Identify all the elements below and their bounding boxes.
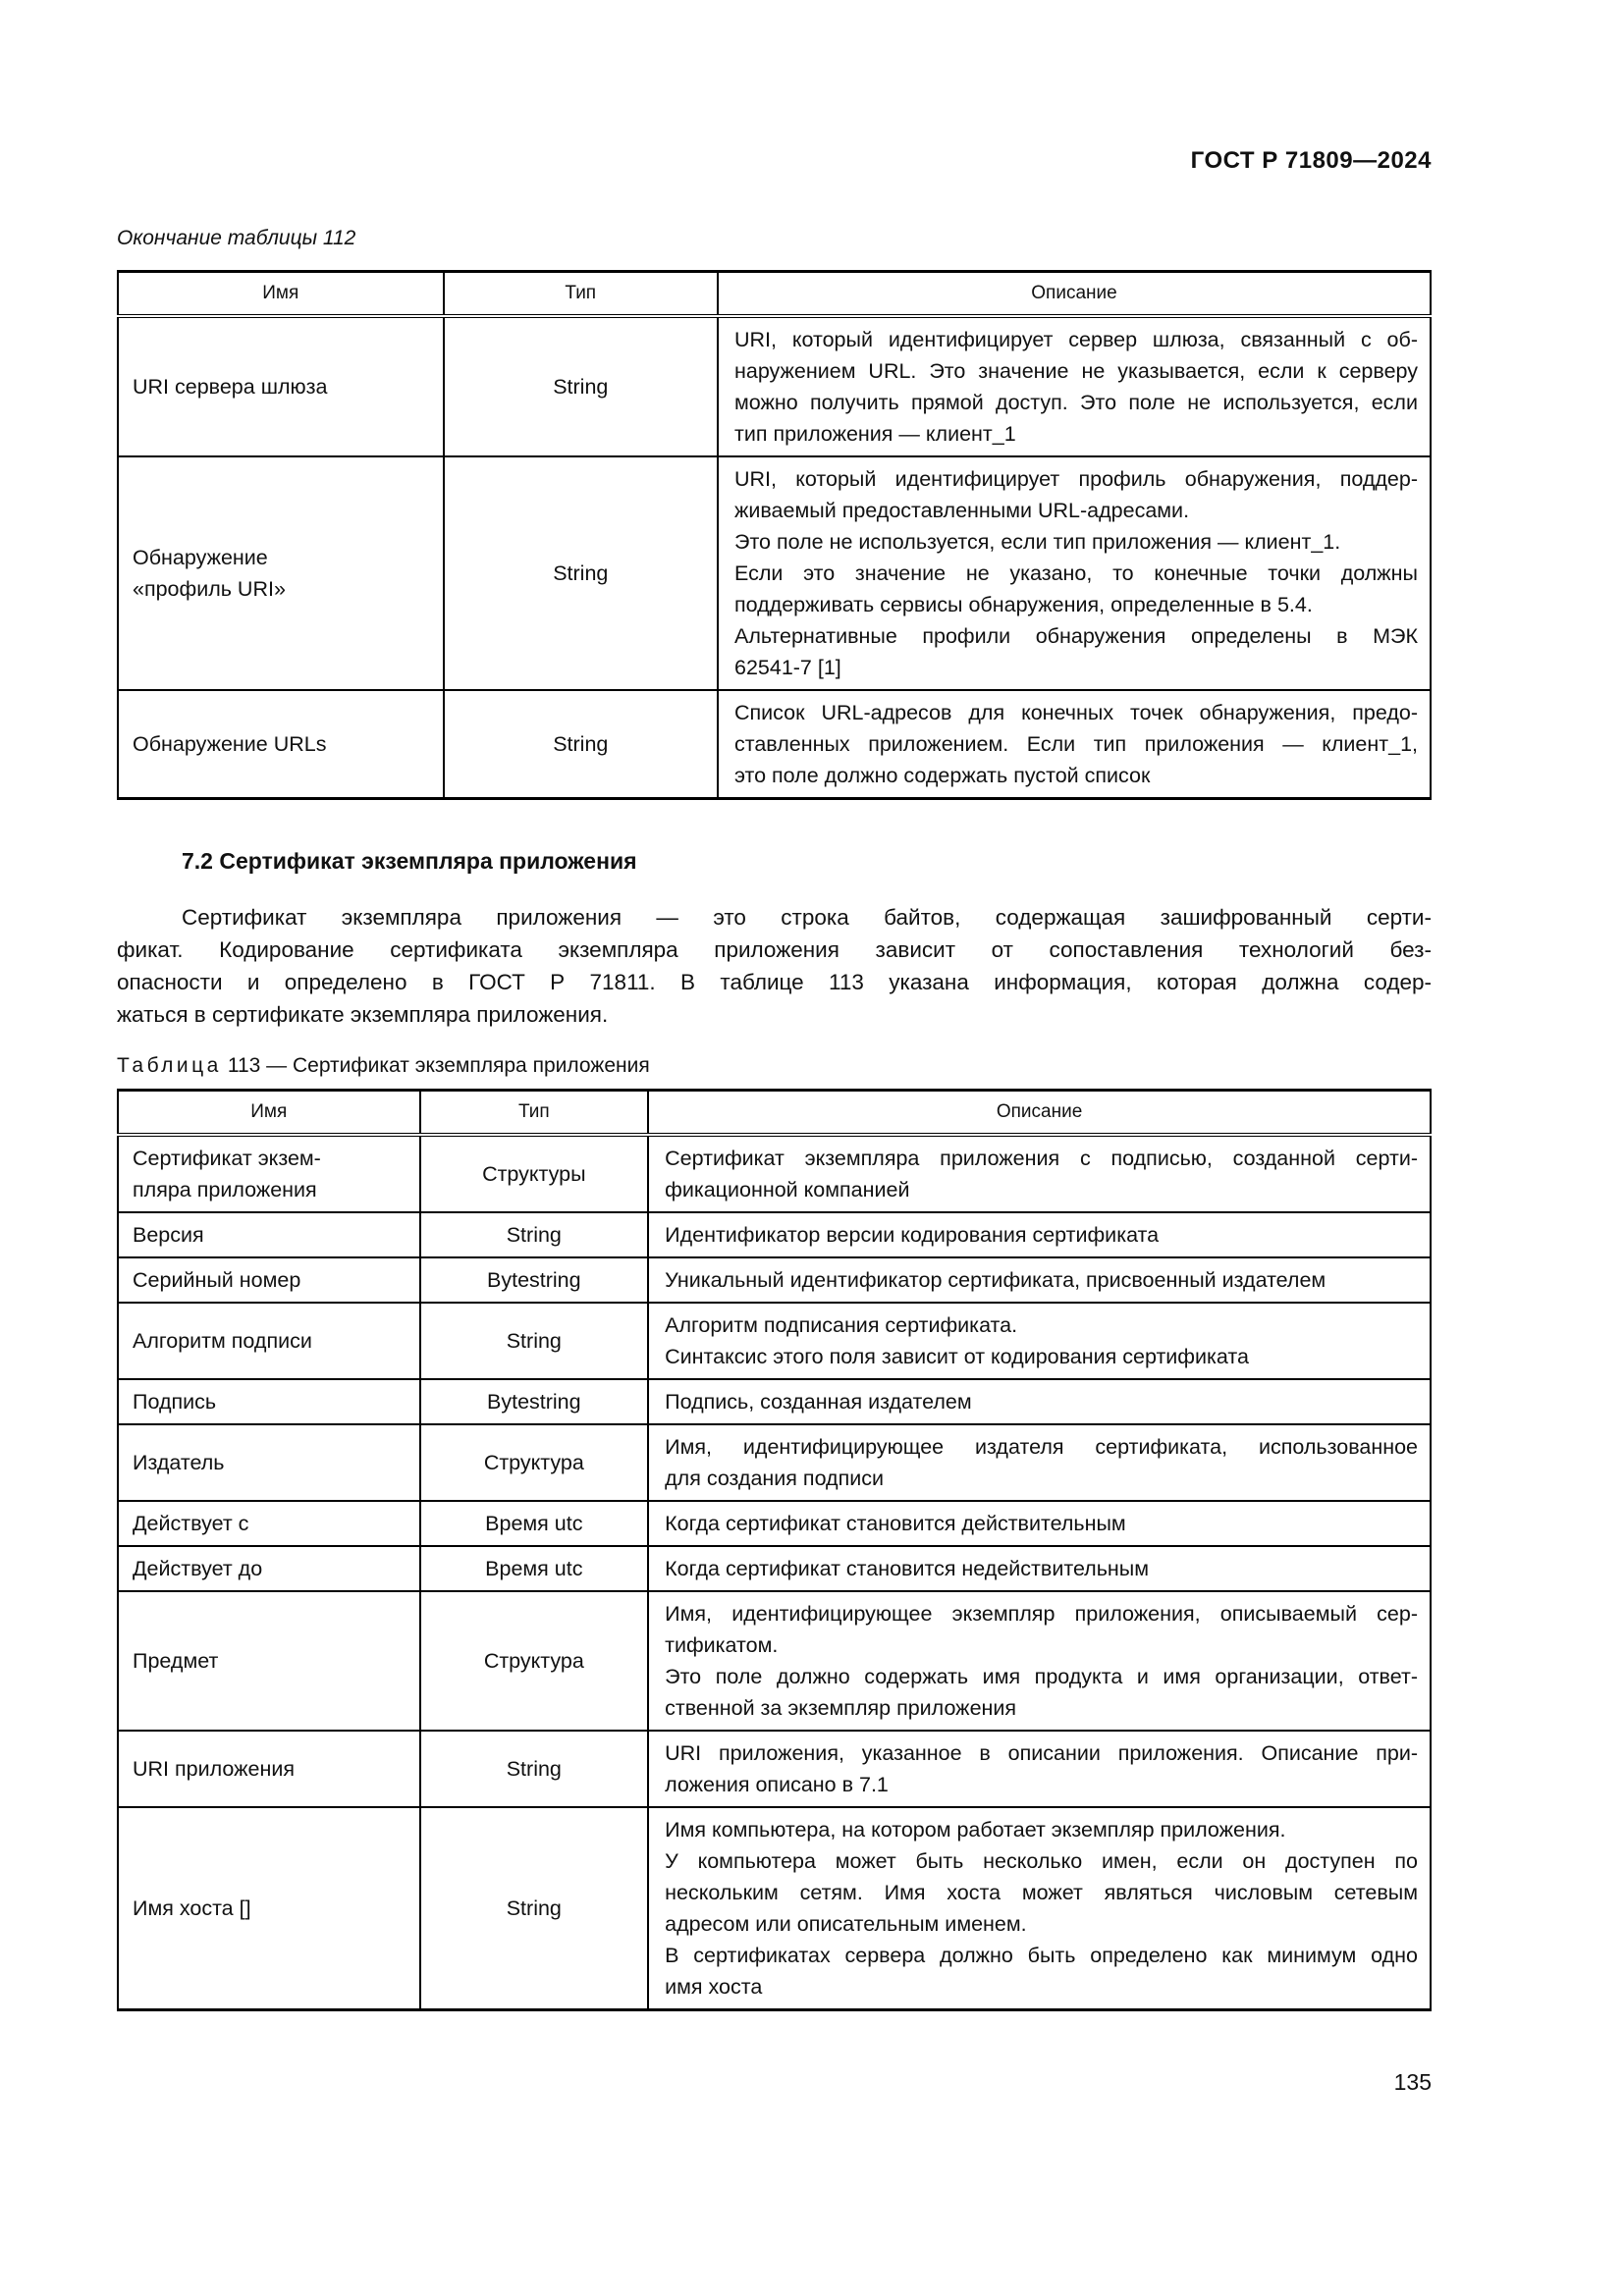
cell-name	[118, 1546, 420, 1591]
cell-description	[648, 1424, 1431, 1501]
cell-text-line: String	[506, 1757, 562, 1781]
cell-description	[718, 690, 1431, 799]
cell-text-line: Серийный номер	[133, 1268, 301, 1292]
cell-description	[648, 1135, 1431, 1212]
section-heading: 7.2 Сертификат экземпляра приложения	[182, 848, 637, 874]
section-paragraph	[117, 901, 1432, 1031]
cell-text-line: пляра приложения	[133, 1178, 317, 1201]
cell-text-line: Это поле не используется, если тип приложения — клиент_1.	[733, 530, 1341, 554]
column-header-3: Описание	[718, 272, 1431, 317]
cell-text-line: Сертификат экземпляра приложения с подписью, созданной серти-	[665, 1147, 1418, 1170]
cell-name	[118, 1731, 420, 1807]
table-row	[118, 456, 1431, 690]
cell-name	[118, 1379, 420, 1424]
cell-text-line: У компьютера может быть несколько имен, если он доступен по	[665, 1849, 1418, 1873]
cell-text-line: String	[506, 1329, 562, 1353]
cell-description	[718, 316, 1431, 456]
cell-description	[718, 456, 1431, 690]
table-row	[118, 1501, 1431, 1546]
paragraph-line: Сертификат экземпляра приложения — это строка байтов, содержащая зашифрованный серти-	[182, 905, 1432, 930]
cell-text-line: Имя хоста []	[133, 1896, 251, 1920]
cell-description	[648, 1303, 1431, 1379]
cell-name	[118, 1807, 420, 2010]
cell-text-line: ственной за экземпляр приложения	[665, 1696, 1017, 1720]
cell-text-line: Сертификат экзем-	[133, 1147, 321, 1170]
page-number: 135	[1393, 2069, 1432, 2095]
cell-text-line: Издатель	[133, 1451, 225, 1474]
cell-text-line: поддерживать сервисы обнаружения, определенные в 5.4.	[733, 593, 1313, 616]
cell-description	[648, 1591, 1431, 1731]
cell-text-line: живаемый предоставленными URL-адресами.	[733, 499, 1190, 522]
cell-description	[648, 1546, 1431, 1591]
cell-text-line: 62541-7 [1]	[733, 656, 841, 679]
page-header	[117, 147, 1432, 175]
table-row	[118, 316, 1431, 456]
cell-description	[648, 1807, 1431, 2010]
cell-text-line: Действует с	[133, 1512, 249, 1535]
cell-text-line: Подпись, созданная издателем	[665, 1390, 972, 1414]
table-row	[118, 1731, 1431, 1807]
table-caption-title: 113 — Сертификат экземпляра приложения	[227, 1054, 650, 1077]
table-row	[118, 1135, 1431, 1212]
cell-text-line: URI, который идентифицирует сервер шлюза, связанный с об-	[733, 328, 1418, 351]
cell-text-line: URI, который идентифицирует профиль обнаружения, поддер-	[733, 467, 1418, 491]
cell-name	[118, 1257, 420, 1303]
cell-text-line: Структура	[483, 1451, 584, 1474]
cell-text-line: Обнаружение	[133, 546, 268, 569]
paragraph-line: фикат. Кодирование сертификата экземпляра приложения зависит от сопоставления технологий без-	[117, 937, 1432, 962]
cell-type	[444, 690, 718, 799]
cell-type	[420, 1303, 649, 1379]
cell-text-line: адресом или описательным именем.	[665, 1912, 1027, 1936]
table-row	[118, 1591, 1431, 1731]
column-header-2: Тип	[444, 272, 718, 317]
cell-name	[118, 1501, 420, 1546]
paragraph-line: жаться в сертификате экземпляра приложения.	[117, 1002, 609, 1027]
cell-name	[118, 1424, 420, 1501]
cell-text-line: String	[506, 1896, 562, 1920]
cell-type	[420, 1546, 649, 1591]
table-caption-label: Таблица	[117, 1054, 222, 1077]
cell-description	[648, 1501, 1431, 1546]
cell-type	[420, 1135, 649, 1212]
cell-name	[118, 690, 444, 799]
cell-text-line: Время utc	[485, 1512, 583, 1535]
table-row	[118, 1379, 1431, 1424]
column-header-1: Имя	[118, 1091, 420, 1136]
cell-type	[420, 1212, 649, 1257]
table-row	[118, 1424, 1431, 1501]
cell-text-line: имя хоста	[665, 1975, 763, 1999]
cell-text-line: тификатом.	[665, 1633, 779, 1657]
cell-type	[420, 1807, 649, 2010]
cell-type	[420, 1731, 649, 1807]
cell-type	[420, 1591, 649, 1731]
table-112	[117, 270, 1432, 800]
cell-type	[420, 1424, 649, 1501]
cell-text-line: Имя компьютера, на котором работает экземпляр приложения.	[665, 1818, 1286, 1842]
cell-text-line: Bytestring	[487, 1268, 581, 1292]
standard-number: ГОСТ Р 71809—2024	[1190, 147, 1432, 174]
cell-text-line: Алгоритм подписи	[133, 1329, 312, 1353]
cell-text-line: для создания подписи	[665, 1467, 885, 1490]
cell-name	[118, 1212, 420, 1257]
cell-text-line: ставленных приложением. Если тип приложения — клиент_1,	[733, 732, 1418, 756]
cell-text-line: Если это значение не указано, то конечные точки должны	[733, 561, 1418, 585]
cell-text-line: Структура	[483, 1649, 584, 1673]
table-row	[118, 1257, 1431, 1303]
cell-text-line: это поле должно содержать пустой список	[733, 764, 1151, 787]
cell-description	[648, 1731, 1431, 1807]
cell-type	[444, 316, 718, 456]
cell-type	[444, 456, 718, 690]
cell-text-line: Предмет	[133, 1649, 219, 1673]
cell-text-line: Идентификатор версии кодирования сертификата	[665, 1223, 1160, 1247]
cell-description	[648, 1212, 1431, 1257]
cell-text-line: В сертификатах сервера должно быть определено как минимум одно	[665, 1944, 1418, 1967]
cell-text-line: Список URL-адресов для конечных точек обнаружения, предо-	[733, 701, 1418, 724]
cell-text-line: Обнаружение URLs	[133, 732, 327, 756]
cell-text-line: Синтаксис этого поля зависит от кодирования сертификата	[665, 1345, 1249, 1368]
cell-name	[118, 316, 444, 456]
cell-text-line: ложения описано в 7.1	[665, 1773, 889, 1796]
cell-text-line: Действует до	[133, 1557, 263, 1580]
column-header-3: Описание	[648, 1091, 1431, 1136]
cell-text-line: Имя, идентифицирующее издателя сертификата, использованное	[665, 1435, 1418, 1459]
cell-text-line: тип приложения — клиент_1	[733, 422, 1016, 446]
cell-type	[420, 1257, 649, 1303]
cell-text-line: Имя, идентифицирующее экземпляр приложения, описываемый сер-	[665, 1602, 1418, 1626]
column-header-1: Имя	[118, 272, 444, 317]
table-113	[117, 1089, 1432, 2011]
cell-text-line: нескольким сетям. Имя хоста может являться числовым сетевым	[665, 1881, 1418, 1904]
cell-text-line: можно получить прямой доступ. Это поле не используется, если	[733, 391, 1418, 414]
table-row	[118, 1212, 1431, 1257]
cell-text-line: Время utc	[485, 1557, 583, 1580]
cell-text-line: Версия	[133, 1223, 204, 1247]
table-113-caption	[117, 1053, 1432, 1079]
cell-text-line: Когда сертификат становится действительным	[665, 1512, 1126, 1535]
cell-text-line: «профиль URI»	[133, 577, 286, 601]
cell-text-line: Алгоритм подписания сертификата.	[665, 1313, 1018, 1337]
cell-text-line: Подпись	[133, 1390, 217, 1414]
table-row	[118, 1303, 1431, 1379]
cell-name	[118, 1135, 420, 1212]
cell-text-line: Это поле должно содержать имя продукта и имя организации, ответ-	[665, 1665, 1418, 1688]
cell-type	[420, 1379, 649, 1424]
cell-text-line: String	[553, 375, 609, 399]
cell-text-line: String	[553, 732, 609, 756]
cell-text-line: URI приложения, указанное в описании приложения. Описание при-	[665, 1741, 1418, 1765]
cell-description	[648, 1379, 1431, 1424]
cell-text-line: URI приложения	[133, 1757, 295, 1781]
table-header-row	[118, 272, 1431, 317]
cell-name	[118, 1303, 420, 1379]
table-row	[118, 1807, 1431, 2010]
cell-type	[420, 1501, 649, 1546]
cell-text-line: Уникальный идентификатор сертификата, присвоенный издателем	[665, 1268, 1326, 1292]
column-header-2: Тип	[420, 1091, 649, 1136]
table-112-caption: Окончание таблицы 112	[117, 227, 356, 249]
cell-name	[118, 1591, 420, 1731]
cell-text-line: Когда сертификат становится недействительным	[665, 1557, 1150, 1580]
cell-name	[118, 456, 444, 690]
cell-text-line: String	[553, 561, 609, 585]
table-row	[118, 690, 1431, 799]
cell-text-line: URI сервера шлюза	[133, 375, 328, 399]
cell-description	[648, 1257, 1431, 1303]
cell-text-line: фикационной компанией	[665, 1178, 910, 1201]
cell-text-line: наружением URL. Это значение не указывается, если к серверу	[733, 359, 1418, 383]
paragraph-line: опасности и определено в ГОСТ Р 71811. В таблице 113 указана информация, которая должна содер-	[117, 970, 1432, 994]
cell-text-line: Структуры	[482, 1162, 586, 1186]
cell-text-line: Альтернативные профили обнаружения определены в МЭК	[733, 624, 1418, 648]
cell-text-line: String	[506, 1223, 562, 1247]
cell-text-line: Bytestring	[487, 1390, 581, 1414]
table-header-row	[118, 1091, 1431, 1136]
table-row	[118, 1546, 1431, 1591]
